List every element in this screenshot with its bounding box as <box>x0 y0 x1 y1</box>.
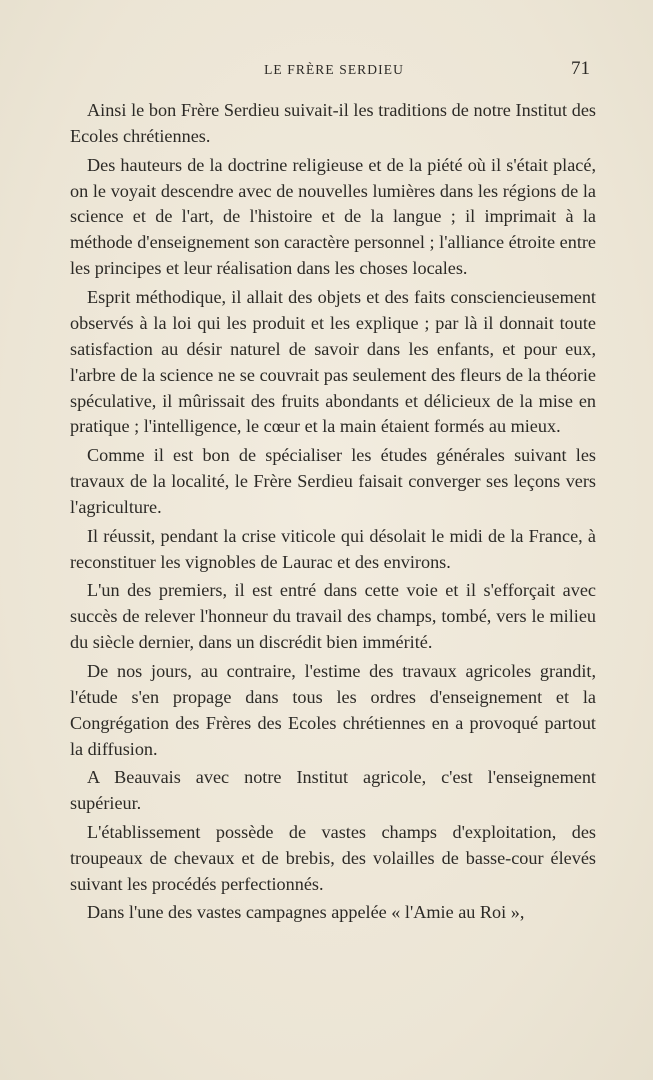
paragraph-6: L'un des premiers, il est entré dans cette voie et il s'efforçait avec succès de relever l'honneur du travail des champs, tombé, vers le milieu du siècle dernier, dans un discrédit bien immérité. <box>70 580 596 653</box>
paragraph-10: Dans l'une des vastes campagnes appelée « l'Amie au Roi », <box>87 902 525 923</box>
page-header <box>78 60 590 82</box>
paragraph-2: Des hauteurs de la doctrine religieuse et de la piété où il s'était placé, on le voyait descendre avec de nouvelles lumières dans les régions de la science et de l'art, de l'histoire et de la langue ; il imprimait à la méthode d'enseignement son caractère personnel ; l'alliance étroite entre les principes et leur réalisation dans les choses locales. <box>70 154 596 279</box>
paragraph-1: Ainsi le bon Frère Serdieu suivait-il les traditions de notre Institut des Ecoles chrétiennes. <box>70 100 596 146</box>
paragraph-5: Il réussit, pendant la crise viticole qui désolait le midi de la France, à reconstituer les vignobles de Laurac et des environs. <box>70 525 596 572</box>
paragraph-7: De nos jours, au contraire, l'estime des travaux agricoles grandit, l'étude s'en propage dans tous les ordres d'enseignement et la Congrégation des Frères des Ecoles chrétiennes en a provoqué partout la diffusion. <box>70 660 596 759</box>
page-number: 71 <box>571 58 590 79</box>
paragraph-4: Comme il est bon de spécialiser les études générales suivant les travaux de la localité, le Frère Serdieu faisait converger ses leçons vers l'agriculture. <box>70 445 596 517</box>
running-title: LE FRÈRE SERDIEU <box>264 62 404 77</box>
paragraph-8: A Beauvais avec notre Institut agricole, c'est l'enseignement supérieur. <box>70 767 596 814</box>
body-text <box>70 98 596 926</box>
paragraph-3: Esprit méthodique, il allait des objets et des faits consciencieusement observés à la loi qui les produit et les explique ; par là il donnait toute satisfaction au désir naturel de savoir dans les enfants, et pour eux, l'arbre de la science ne se couvrait pas seulement des fleurs de la théorie spéculative, il mûrissait des fruits abondants et délicieux de la mise en pratique ; l'intelligence, le cœur et la main étaient formés au mieux. <box>70 286 596 437</box>
paragraph-9: L'établissement possède de vastes champs d'exploitation, des troupeaux de chevaux et de brebis, des volailles de basse-cour élevés suivant les procédés perfectionnés. <box>70 821 596 894</box>
